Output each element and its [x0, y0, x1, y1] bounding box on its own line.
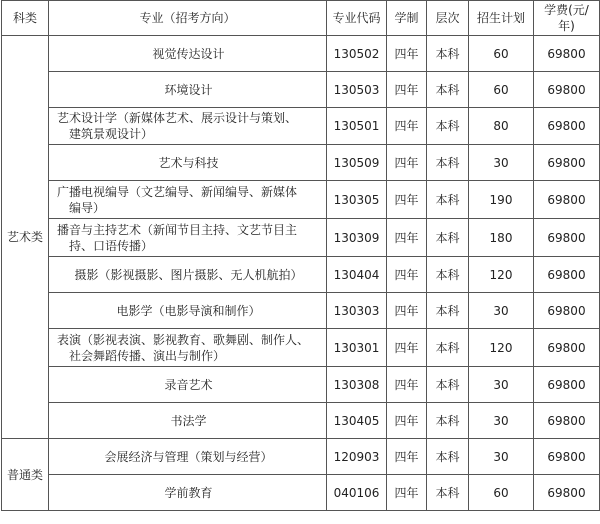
level-cell: 本科: [427, 108, 469, 145]
fee-cell: 69800: [534, 257, 600, 293]
code-cell: 120903: [327, 439, 387, 475]
code-cell: 040106: [327, 475, 387, 511]
major-line: 录音艺术: [164, 377, 213, 392]
years-cell: 四年: [387, 293, 427, 329]
major-cell: [49, 36, 327, 72]
fee-cell: 69800: [534, 219, 600, 257]
fee-cell: 69800: [534, 439, 600, 475]
major-line: 艺术设计学（新媒体艺术、展示设计与策划、: [57, 111, 298, 125]
level-cell: 本科: [427, 403, 469, 439]
code-cell: 130305: [327, 181, 387, 219]
fee-cell: 69800: [534, 36, 600, 72]
plan-cell: 120: [469, 257, 534, 293]
plan-cell: 190: [469, 181, 534, 219]
plan-cell: 30: [469, 403, 534, 439]
major-line: 编导）: [69, 200, 106, 215]
years-cell: 四年: [387, 367, 427, 403]
header-plan: 招生计划: [469, 1, 534, 36]
code-cell: 130502: [327, 36, 387, 72]
level-cell: 本科: [427, 72, 469, 108]
code-cell: 130405: [327, 403, 387, 439]
fee-cell: 69800: [534, 108, 600, 145]
major-line: 播音与主持艺术（新闻节目主持、文艺节目主: [57, 222, 298, 237]
years-cell: 四年: [387, 145, 427, 181]
major-line: 广播电视编导（文艺编导、新闻编导、新媒体: [57, 184, 298, 199]
years-cell: 四年: [387, 475, 427, 511]
table-row: [2, 367, 600, 403]
years-cell: 四年: [387, 36, 427, 72]
header-level: 层次: [427, 1, 469, 36]
plan-cell: 30: [469, 145, 534, 181]
major-cell: [49, 367, 327, 403]
years-cell: 四年: [387, 439, 427, 475]
plan-cell: 120: [469, 329, 534, 367]
fee-cell: 69800: [534, 403, 600, 439]
code-cell: 130501: [327, 108, 387, 145]
major-cell: [49, 439, 327, 475]
code-cell: 130509: [327, 145, 387, 181]
code-cell: 130308: [327, 367, 387, 403]
major-cell: [49, 293, 327, 329]
major-cell: [49, 219, 327, 257]
years-cell: 四年: [387, 108, 427, 145]
major-cell: [49, 257, 327, 293]
table-row: [2, 257, 600, 293]
code-cell: 130309: [327, 219, 387, 257]
table-row: [2, 108, 600, 145]
table-row: [2, 293, 600, 329]
major-line: 艺术与科技: [158, 155, 219, 170]
major-line: 书法学: [170, 413, 207, 428]
table-row: [2, 219, 600, 257]
major-cell: [49, 72, 327, 108]
level-cell: 本科: [427, 329, 469, 367]
plan-cell: 30: [469, 293, 534, 329]
table-body: [2, 36, 600, 511]
plan-cell: 30: [469, 367, 534, 403]
header-fee: 学费(元/年): [534, 1, 600, 36]
header-years: 学制: [387, 1, 427, 36]
major-cell: [49, 475, 327, 511]
header-category: 科类: [2, 1, 49, 36]
table-row: [2, 329, 600, 367]
major-line: 持、口语传播）: [69, 238, 154, 253]
major-cell: [49, 403, 327, 439]
plan-cell: 80: [469, 108, 534, 145]
fee-cell: 69800: [534, 293, 600, 329]
years-cell: 四年: [387, 329, 427, 367]
fee-cell: 69800: [534, 475, 600, 511]
fee-cell: 69800: [534, 329, 600, 367]
plan-cell: 60: [469, 36, 534, 72]
plan-cell: 180: [469, 219, 534, 257]
major-line: 社会舞蹈传播、演出与制作）: [69, 348, 226, 363]
level-cell: 本科: [427, 219, 469, 257]
major-line: 环境设计: [164, 82, 213, 97]
header-code: 专业代码: [327, 1, 387, 36]
code-cell: 130303: [327, 293, 387, 329]
level-cell: 本科: [427, 36, 469, 72]
fee-cell: 69800: [534, 367, 600, 403]
code-cell: 130404: [327, 257, 387, 293]
header-major: 专业（招考方向）: [49, 1, 327, 36]
major-line: 表演（影视表演、影视教育、歌舞剧、制作人、: [57, 332, 310, 347]
plan-cell: 30: [469, 439, 534, 475]
table-row: [2, 36, 600, 72]
major-line: 学前教育: [164, 485, 213, 500]
major-line: 建筑景观设计）: [69, 127, 154, 141]
table-row: [2, 145, 600, 181]
major-line: 会展经济与管理（策划与经营）: [104, 449, 273, 464]
plan-cell: 60: [469, 475, 534, 511]
years-cell: 四年: [387, 72, 427, 108]
major-line: 视觉传达设计: [152, 46, 225, 61]
table-row: [2, 475, 600, 511]
code-cell: 130301: [327, 329, 387, 367]
table-row: [2, 403, 600, 439]
level-cell: 本科: [427, 367, 469, 403]
admissions-table: [1, 0, 600, 511]
category-cell: 普通类: [2, 439, 49, 511]
fee-cell: 69800: [534, 181, 600, 219]
table-row: [2, 439, 600, 475]
level-cell: 本科: [427, 181, 469, 219]
level-cell: 本科: [427, 293, 469, 329]
major-cell: [49, 181, 327, 219]
fee-cell: 69800: [534, 72, 600, 108]
level-cell: 本科: [427, 257, 469, 293]
years-cell: 四年: [387, 257, 427, 293]
level-cell: 本科: [427, 475, 469, 511]
major-cell: [49, 329, 327, 367]
category-cell: 艺术类: [2, 36, 49, 439]
years-cell: 四年: [387, 181, 427, 219]
fee-cell: 69800: [534, 145, 600, 181]
major-line: 摄影（影视摄影、图片摄影、无人机航拍）: [74, 267, 303, 282]
years-cell: 四年: [387, 219, 427, 257]
level-cell: 本科: [427, 145, 469, 181]
code-cell: 130503: [327, 72, 387, 108]
level-cell: 本科: [427, 439, 469, 475]
major-cell: [49, 108, 327, 145]
table-row: [2, 72, 600, 108]
header-row: [2, 1, 600, 36]
major-line: 电影学（电影导演和制作）: [116, 303, 261, 318]
table-row: [2, 181, 600, 219]
years-cell: 四年: [387, 403, 427, 439]
major-cell: [49, 145, 327, 181]
plan-cell: 60: [469, 72, 534, 108]
